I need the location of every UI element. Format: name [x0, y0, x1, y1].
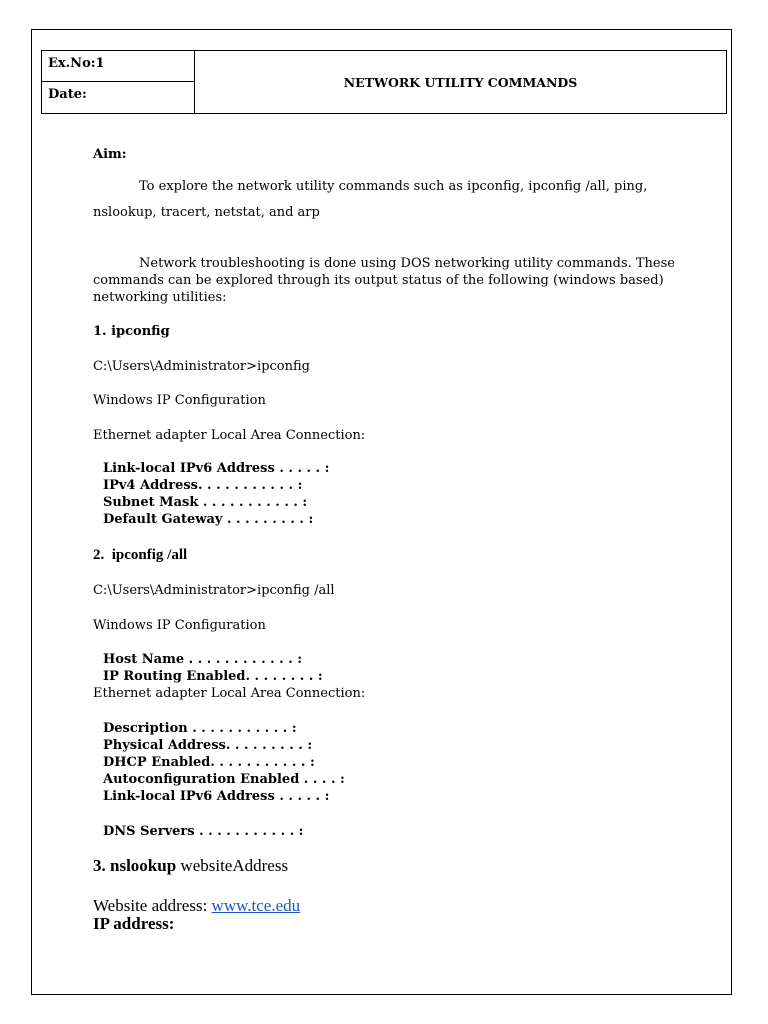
section-3-command: nslookup [110, 856, 177, 875]
aim-line-2: nslookup, tracert, netstat, and arp [93, 205, 320, 220]
header-table [41, 50, 727, 114]
website-address-line [93, 896, 300, 916]
intro-line-1: Network troubleshooting is done using DOS networking utility commands. These [139, 256, 675, 271]
field-dns-servers: DNS Servers . . . . . . . . . . . : [103, 824, 304, 839]
section-3-argument: websiteAddress [180, 856, 289, 875]
aim-line-1: To explore the network utility commands such as ipconfig, ipconfig /all, ping, [139, 179, 648, 194]
field-dhcp-enabled: DHCP Enabled. . . . . . . . . . . : [103, 755, 315, 770]
field-ip-routing: IP Routing Enabled. . . . . . . . : [103, 669, 323, 684]
date-label: Date: [48, 87, 87, 102]
ex-no-cell [42, 51, 195, 82]
field-subnet-mask: Subnet Mask . . . . . . . . . . . : [103, 495, 308, 510]
field-link-local-ipv6-all: Link-local IPv6 Address . . . . . : [103, 789, 330, 804]
field-description: Description . . . . . . . . . . . : [103, 721, 297, 736]
field-autoconfiguration: Autoconfiguration Enabled . . . . : [103, 772, 345, 787]
intro-line-3: networking utilities: [93, 290, 227, 305]
section-1-config-title: Windows IP Configuration [93, 393, 266, 408]
date-cell [42, 82, 195, 113]
section-2-title: ipconfig /all [111, 547, 188, 563]
section-3-heading [93, 856, 288, 876]
field-link-local-ipv6: Link-local IPv6 Address . . . . . : [103, 461, 330, 476]
section-2-config-title: Windows IP Configuration [93, 618, 266, 633]
section-1-adapter: Ethernet adapter Local Area Connection: [93, 428, 366, 443]
field-host-name: Host Name . . . . . . . . . . . . : [103, 652, 303, 667]
website-link[interactable]: www.tce.edu [211, 896, 301, 915]
section-2-heading [93, 547, 187, 564]
section-3-number: 3. [93, 856, 106, 875]
ip-address-label: IP address: [93, 914, 175, 933]
intro-line-2: commands can be explored through its output status of the following (windows based) [93, 273, 664, 288]
field-physical-address: Physical Address. . . . . . . . . : [103, 738, 313, 753]
field-ipv4-address: IPv4 Address. . . . . . . . . . . : [103, 478, 303, 493]
ex-no-label: Ex.No:1 [48, 56, 105, 71]
document-title: NETWORK UTILITY COMMANDS [343, 74, 578, 90]
section-2-command: C:\Users\Administrator>ipconfig /all [93, 583, 335, 598]
field-default-gateway: Default Gateway . . . . . . . . . : [103, 512, 314, 527]
aim-heading: Aim: [93, 147, 127, 162]
website-address-label: Website address: [93, 896, 208, 915]
section-2-number: 2. [93, 547, 105, 563]
section-1-command: C:\Users\Administrator>ipconfig [93, 359, 310, 374]
section-2-adapter: Ethernet adapter Local Area Connection: [93, 686, 366, 701]
section-1-heading: 1. ipconfig [93, 324, 170, 339]
